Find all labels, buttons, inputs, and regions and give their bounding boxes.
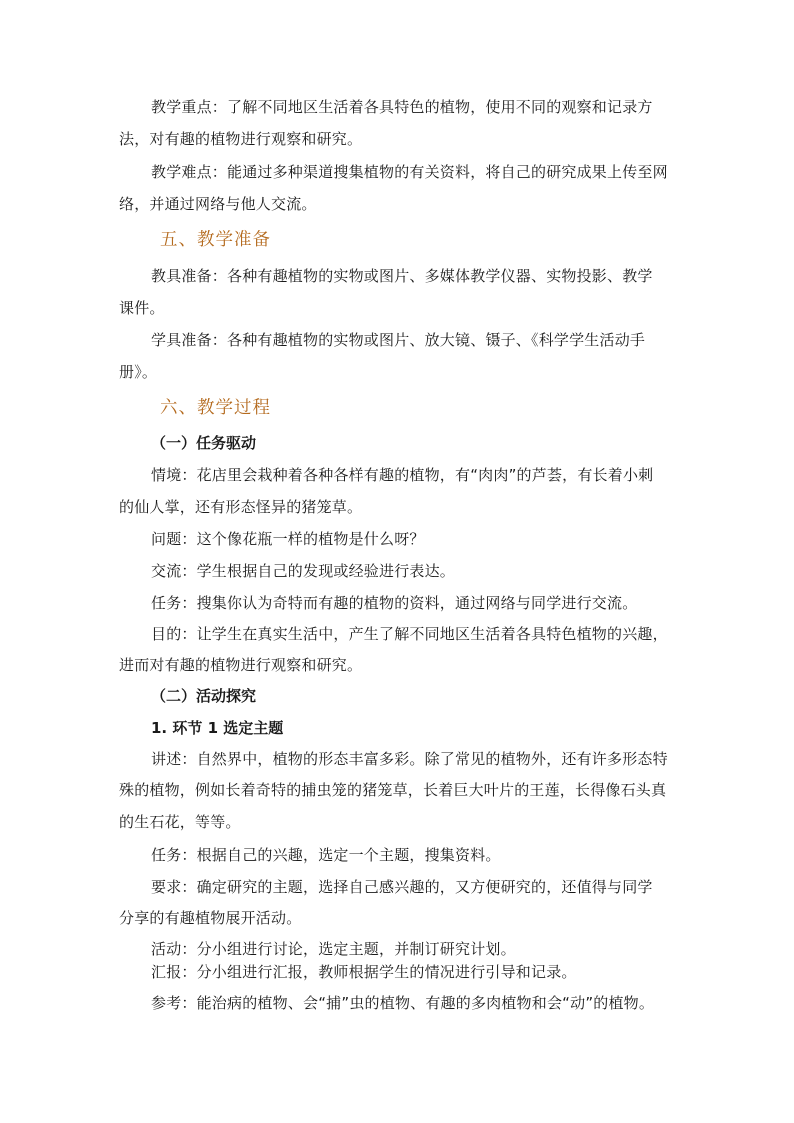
- paragraph-line: 络，并通过网络与他人交流。: [119, 195, 317, 213]
- paragraph-line: 教具准备：各种有趣植物的实物或图片、多媒体教学仪器、实物投影、教学: [151, 267, 653, 285]
- subsection-heading: （一）任务驱动: [151, 434, 257, 452]
- paragraph-line: 教学重点：了解不同地区生活着各具特色的植物，使用不同的观察和记录方: [151, 98, 653, 116]
- subsection-heading: 1. 环节 1 选定主题: [151, 719, 284, 737]
- paragraph-line: 的生石花，等等。: [119, 813, 241, 831]
- paragraph-line: 的仙人掌，还有形态怪异的猪笼草。: [119, 498, 363, 516]
- paragraph-line: 教学难点：能通过多种渠道搜集植物的有关资料，将自己的研究成果上传至网: [151, 163, 668, 181]
- paragraph-line: 要求：确定研究的主题，选择自己感兴趣的，又方便研究的，还值得与同学: [151, 878, 653, 896]
- paragraph-line: 任务：根据自己的兴趣，选定一个主题，搜集资料。: [151, 846, 501, 864]
- paragraph-line: 进而对有趣的植物进行观察和研究。: [119, 656, 363, 674]
- paragraph-line: 交流：学生根据自己的发现或经验进行表达。: [151, 562, 456, 580]
- paragraph-line: 分享的有趣植物展开活动。: [119, 909, 302, 927]
- paragraph-line: 殊的植物，例如长着奇特的捕虫笼的猪笼草，长着巨大叶片的王莲，长得像石头真: [119, 781, 667, 799]
- paragraph-line: 参考：能治病的植物、会“捕”虫的植物、有趣的多肉植物和会“动”的植物。: [151, 994, 655, 1012]
- paragraph-line: 课件。: [119, 299, 165, 317]
- section-heading: 六、教学过程: [160, 398, 271, 418]
- section-heading: 五、教学准备: [160, 230, 271, 250]
- paragraph-line: 汇报：分小组进行汇报，教师根据学生的情况进行引导和记录。: [151, 963, 577, 981]
- paragraph-line: 目的：让学生在真实生活中，产生了解不同地区生活着各具特色植物的兴趣，: [151, 625, 668, 643]
- paragraph-line: 情境：花店里会栽种着各种各样有趣的植物，有“肉肉”的芦荟，有长着小刺: [151, 466, 654, 484]
- paragraph-line: 学具准备：各种有趣植物的实物或图片、放大镜、镊子、《科学学生活动手: [151, 331, 646, 349]
- subsection-heading: （二）活动探究: [151, 687, 257, 705]
- paragraph-line: 问题：这个像花瓶一样的植物是什么呀？: [151, 530, 425, 548]
- paragraph-line: 活动：分小组进行讨论，选定主题，并制订研究计划。: [151, 940, 516, 958]
- paragraph-line: 讲述：自然界中，植物的形态丰富多彩。除了常见的植物外，还有许多形态特: [151, 750, 668, 768]
- paragraph-line: 册》。: [119, 363, 158, 381]
- paragraph-line: 法，对有趣的植物进行观察和研究。: [119, 130, 363, 148]
- paragraph-line: 任务：搜集你认为奇特而有趣的植物的资料，通过网络与同学进行交流。: [151, 594, 638, 612]
